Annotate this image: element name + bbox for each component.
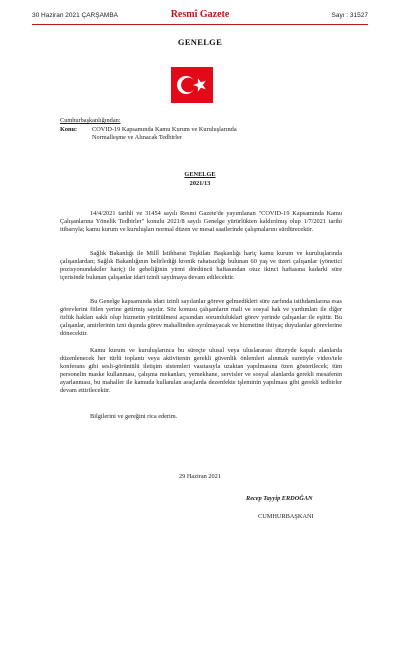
paragraph: Sağlık Bakanlığı ile Millî İstihbarat Teşkilatı Başkanlığı hariç kamu kurum ve kuruluşlarında çalışanlardan; Sağlık Bakanlığının belirlediği kronik rahatsızlığı bulunan 60 yaş ve üzeri çalışanlar (yönetici pozisyonundakiler hariç) ile gebeliğinin yirmi dördüncü haftasından otuz ikinci haftasına kadarki süre içerisinde bulunan çalışanlar idari izinli sayılmaya devam edilecektir. <box>60 250 342 282</box>
header-divider <box>32 24 368 25</box>
circular-number: 2021/13 <box>189 180 211 187</box>
closing-line: Bilgilerini ve gereğini rica ederim. <box>90 413 178 420</box>
issuer-line: Cumhurbaşkanlığından: <box>60 117 121 124</box>
issue-number: Sayı : 31527 <box>331 12 368 19</box>
signer-name: Recep Tayyip ERDOĞAN <box>246 495 313 502</box>
header-date: 30 Haziran 2021 ÇARŞAMBA <box>32 12 118 19</box>
subject-label: Konu: <box>60 126 78 133</box>
paragraph: Kamu kurum ve kuruluşlarınca bu süreçte ulusal veya uluslararası düzeyde kapalı alanlarda düzenlenecek her türlü toplantı veya aktivitenin gerekli güvenlik önlemleri alınmak suretiyle video/tele konferans gibi sesli-görüntülü iletişim sistemleri vasıtasıyla uzaktan yapılmasına özen gösterilecek; tüm personelin maske kullanması, çalışma mekanları, yemekhane, servisler ve sosyal alanlarda gerekli mesafenin ayarlanması, bu mahaller ile kamuda kullanılan araçlarda dezenfekte işleminin yapılması gibi gerekli tedbirler devam ettirilecektir. <box>60 347 342 395</box>
circular-title: GENELGE <box>184 171 216 178</box>
paragraph: Bu Genelge kapsamında idari izinli sayılanlar göreve gelmedikleri süre zarfında istihdamlarına esas görevlerini fiilen yerine getirmiş sayılır. Söz konusu çalışanların mali ve sosyal hak ve yardımları ile diğer özlük hakları saklı olup hizmetin yürütülmesi açısından sorumluluklari görev yerinde çalışanlar ile eşittir. Bu çalışanlar, amirlerinin izni dışında görev mahallinden ayrılmayacak ve hizmetine ihtiyaç duyulanlar görevlerine dönecektir. <box>60 298 342 338</box>
subject-text: COVID-19 Kapsamında Kamu Kurum ve Kuruluşlarında Normalleşme ve Alınacak Tedbirler <box>92 126 237 142</box>
document-type-title: GENELGE <box>177 37 223 47</box>
signer-title: CUMHURBAŞKANI <box>258 513 314 520</box>
paragraph: 14/4/2021 tarihli ve 31454 sayılı Resmi Gazete'de yayımlanan "COVID-19 Kapsamında Kamu Çalışanlarına Yönelik Tedbirler" konulu 2021/8 sayılı Genelge yürürlükten kaldırılmış olup 1/7/2021 tarihi itibarıyla; kamu kurum ve kuruluşları normal düzen ve mesai saatlerinde çalışmalarını sürdürecektir. <box>60 210 342 234</box>
signature-date: 29 Haziran 2021 <box>179 473 221 480</box>
turkish-flag-icon <box>171 67 213 103</box>
gazette-header <box>30 8 370 24</box>
gazette-title: Resmî Gazete <box>170 9 230 20</box>
